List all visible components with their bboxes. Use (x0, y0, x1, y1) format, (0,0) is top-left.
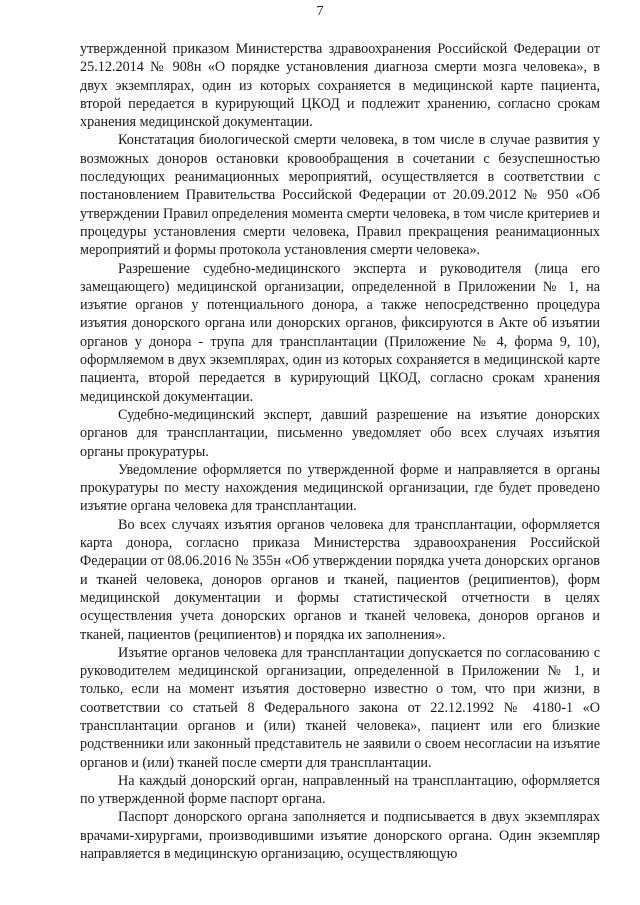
paragraph: Разрешение судебно-медицинского эксперта и руководителя (лица его замещающего) медицинской организации, определенной в Приложении № 1, на изъятие органов у потенциального донора, а также непосредственно процедура изъятия донорского органа или донорских органов, фиксируются в Акте об изъятии органов у донора - трупа для трансплантации (Приложение № 4, форма 9, 10), оформляемом в двух экземплярах, один из которых сохраняется в медицинской карте пациента, второй передается в курирующий ЦКОД, согласно срокам хранения медицинской документации. (80, 260, 600, 405)
paragraph: утвержденной приказом Министерства здравоохранения Российской Федерации от 25.12.2014 № 908н «О порядке установления диагноза смерти мозга человека», в двух экземплярах, один из которых сохраняется в медицинской карте пациента, второй передается в курирующий ЦКОД и подлежит хранению, согласно срокам хранения медицинской документации. (80, 41, 600, 131)
paragraph: Судебно-медицинский эксперт, давший разрешение на изъятие донорских органов для трансплантации, письменно уведомляет обо всех случаях изъятия органы прокуратуры. (80, 406, 600, 460)
paragraph: Изъятие органов человека для трансплантации допускается по согласованию с руководителем медицинской организации, определенной в Приложении № 1, и только, если на момент изъятия достоверно известно о том, что при жизни, в соответствии со статьей 8 Федерального закона от 22.12.1992 № 4180-1 «О трансплантации органов и (или) тканей человека», пациент или его близкие родственники или законный представитель не заявили о своем несогласии на изъятие органов и (или) тканей после смерти для трансплантации. (80, 644, 600, 771)
paragraph: На каждый донорский орган, направленный на трансплантацию, оформляется по утвержденной форме паспорт органа. (80, 772, 600, 808)
paragraph: Констатация биологической смерти человека, в том числе в случае развития у возможных доноров остановки кровообращения в сочетании с безуспешностью последующих реанимационных мероприятий, осуществляется в соответствии с постановлением Правительства Российской Федерации от 20.09.2012 № 950 «Об утверждении Правил определения момента смерти человека, в том числе критериев и процедуры установления смерти человека, Правил прекращения реанимационных мероприятий и формы протокола установления смерти человека». (80, 132, 600, 259)
paragraph: Паспорт донорского органа заполняется и подписывается в двух экземплярах врачами-хирургами, производившими изъятие донорского органа. Один экземпляр направляется в медицинскую организацию, осуществляющую (80, 809, 600, 863)
page-number: 7 (316, 4, 324, 19)
paragraph: Во всех случаях изъятия органов человека для трансплантации, оформляется карта донора, согласно приказа Министерства здравоохранения Российской Федерации от 08.06.2016 № 355н «Об утверждении порядка учета донорских органов и тканей человека, доноров органов и тканей, пациентов (реципиентов), форм медицинской документации и формы статистической отчетности в целях осуществления учета донорских органов и тканей человека, доноров органов и тканей, пациентов (реципиентов) и порядка их заполнения». (80, 516, 600, 643)
paragraph: Уведомление оформляется по утвержденной форме и направляется в органы прокуратуры по месту нахождения медицинской организации, где будет проведено изъятие органа человека для трансплантации. (80, 461, 600, 515)
document-body (80, 40, 600, 863)
